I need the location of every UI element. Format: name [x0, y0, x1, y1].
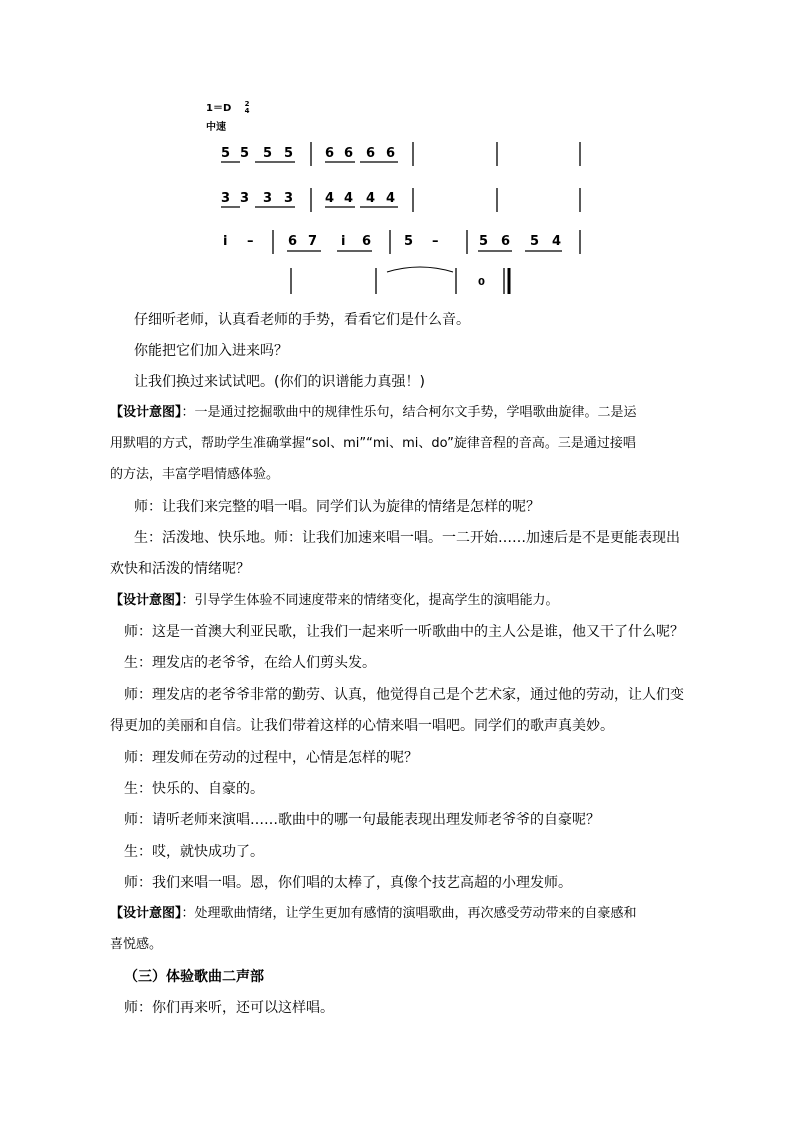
design-intent-label: 【设计意图】: [110, 906, 182, 921]
paragraph: 师：这是一首澳大利亚民歌，让我们一起来听一听歌曲中的主人公是谁，他又干了什么呢？: [124, 624, 684, 640]
note: 3: [263, 191, 273, 206]
numbered-score: [0, 0, 794, 300]
paragraph-cont: 欢快和活泼的情绪呢？: [110, 561, 250, 577]
paragraph: 师：理发店的老爷爷非常的勤劳、认真，他觉得自己是个艺术家，通过他的劳动，让人们变: [124, 687, 684, 703]
note: –: [432, 234, 439, 249]
rest: 0: [478, 277, 485, 288]
time-signature: 2 4: [244, 100, 250, 115]
note: 4: [386, 191, 396, 206]
note: 5: [240, 146, 250, 161]
key-signature: 1＝D: [206, 103, 232, 114]
note: 3: [221, 191, 231, 206]
note: 6: [362, 234, 372, 249]
note: 5: [263, 146, 273, 161]
note: –: [247, 234, 254, 249]
design-intent: 【设计意图】：一是通过挖掘歌曲中的规律性乐句，结合柯尔文手势，学唱歌曲旋律。二是运: [110, 405, 637, 420]
design-intent-label: 【设计意图】: [110, 405, 182, 420]
paragraph: 生：快乐的、自豪的。: [124, 781, 264, 797]
design-intent-label: 【设计意图】: [110, 593, 182, 608]
note: 5: [284, 146, 294, 161]
note: 7: [308, 234, 318, 249]
section-heading: （三）体验歌曲二声部: [124, 969, 264, 985]
paragraph: 师：让我们来完整的唱一唱。同学们认为旋律的情绪是怎样的呢？: [134, 499, 540, 515]
note: 3: [240, 191, 250, 206]
note: 6: [344, 146, 354, 161]
design-intent: 【设计意图】：处理歌曲情绪，让学生更加有感情的演唱歌曲，再次感受劳动带来的自豪感和: [110, 906, 637, 921]
note: 3: [284, 191, 294, 206]
design-intent-cont: 用默唱的方式，帮助学生准确掌握“sol、mi”“mi、mi、do”旋律音程的音高。三是通过接唱: [110, 436, 636, 451]
note: 4: [552, 234, 562, 249]
paragraph: 让我们换过来试试吧。(你们的识谱能力真强！): [134, 374, 425, 390]
note: 5: [404, 234, 414, 249]
note: 6: [386, 146, 396, 161]
paragraph: 师：理发师在劳动的过程中，心情是怎样的呢？: [124, 750, 418, 766]
note: 4: [344, 191, 354, 206]
paragraph-cont: 得更加的美丽和自信。让我们带着这样的心情来唱一唱吧。同学们的歌声真美妙。: [110, 718, 614, 734]
paragraph: 师：请听老师来演唱……歌曲中的哪一句最能表现出理发师老爷爷的自豪呢？: [124, 812, 600, 828]
note: 4: [325, 191, 335, 206]
paragraph: 生：活泼地、快乐地。师：让我们加速来唱一唱。一二开始……加速后是不是更能表现出: [134, 530, 680, 546]
note: 6: [325, 146, 335, 161]
note: 4: [366, 191, 376, 206]
slur: [387, 267, 453, 272]
tempo-marking: 中速: [206, 122, 226, 133]
note: 6: [501, 234, 511, 249]
paragraph: 师：你们再来听，还可以这样唱。: [124, 1000, 334, 1016]
score-lines: [0, 0, 794, 300]
note: 5: [530, 234, 540, 249]
note: i: [223, 234, 228, 249]
paragraph: 师：我们来唱一唱。恩，你们唱的太棒了，真像个技艺高超的小理发师。: [124, 875, 572, 891]
note: i: [341, 234, 346, 249]
note: 5: [479, 234, 489, 249]
design-intent-cont: 喜悦感。: [110, 937, 163, 952]
note: 5: [221, 146, 231, 161]
paragraph: 生：理发店的老爷爷，在给人们剪头发。: [124, 655, 376, 671]
paragraph: 仔细听老师，认真看老师的手势，看看它们是什么音。: [134, 312, 470, 328]
note: 6: [366, 146, 376, 161]
paragraph: 你能把它们加入进来吗？: [134, 343, 288, 359]
design-intent: 【设计意图】：引导学生体验不同速度带来的情绪变化，提高学生的演唱能力。: [110, 593, 559, 608]
note: 6: [288, 234, 298, 249]
design-intent-cont: 的方法，丰富学唱情感体验。: [110, 467, 280, 482]
paragraph: 生：哎，就快成功了。: [124, 844, 264, 860]
